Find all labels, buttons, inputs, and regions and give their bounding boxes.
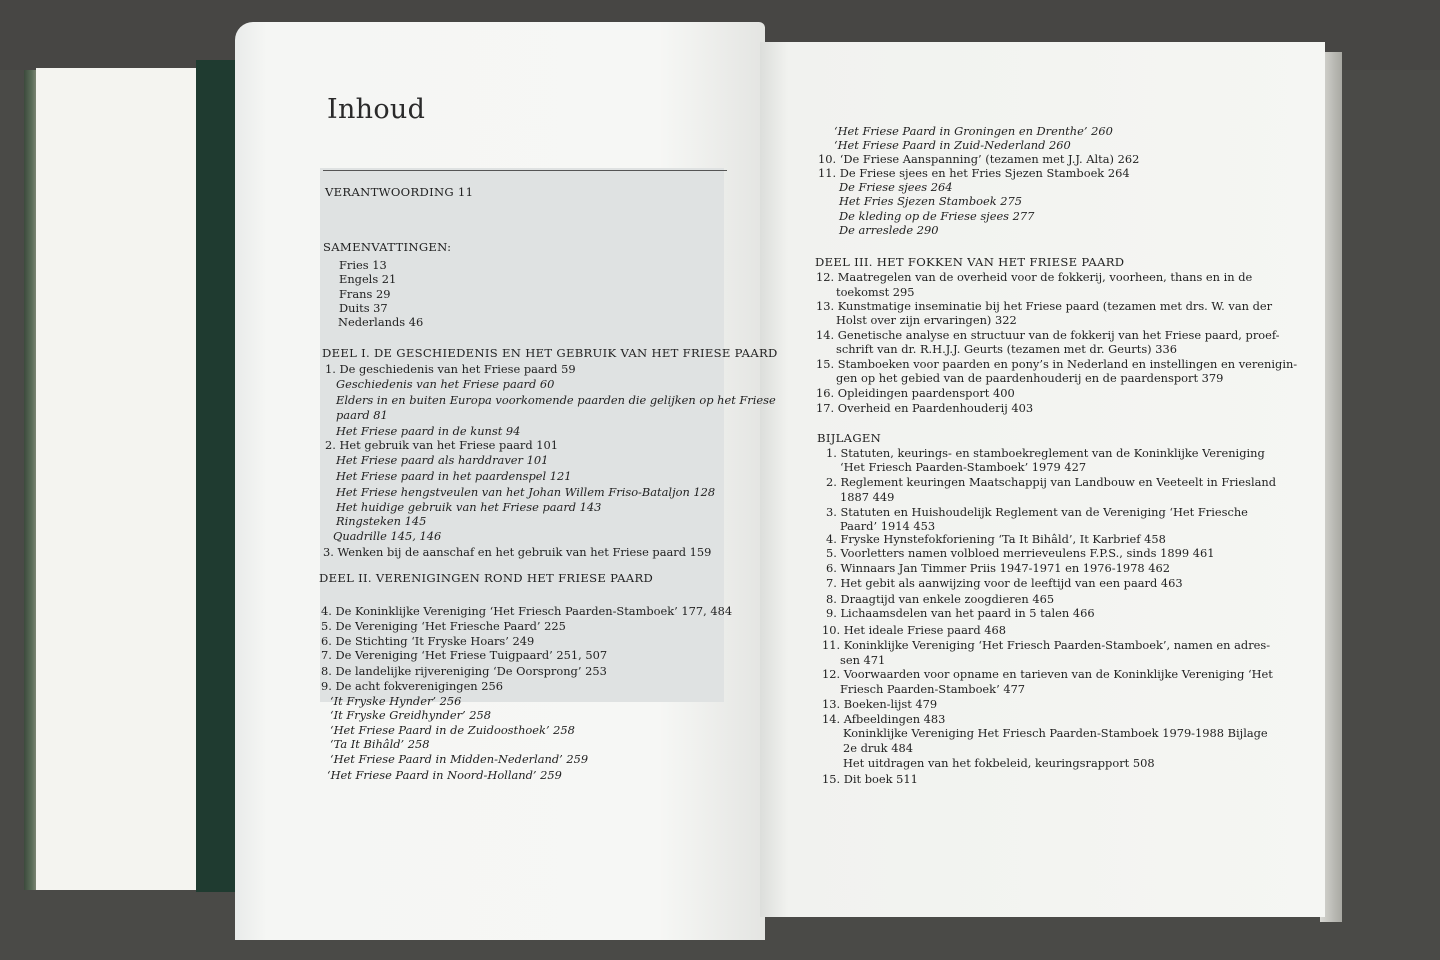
right-toc-line: Koninklijke Vereniging Het Friesch Paarden-Stamboek 1979-1988 Bijlage — [843, 726, 1268, 740]
right-toc-line: 8. Draagtijd van enkele zoogdieren 465 — [826, 592, 1055, 606]
right-toc-line: 10. Het ideale Friese paard 468 — [822, 623, 1006, 637]
left-toc-line: Quadrille 145, 146 — [333, 529, 442, 543]
left-toc-line: ‘Het Friese Paard in Midden-Nederland’ 259 — [330, 752, 589, 766]
right-toc-line: 17. Overheid en Paardenhouderij 403 — [816, 401, 1034, 415]
left-toc-line: Duits 37 — [339, 301, 388, 315]
right-toc-line: 11. Koninklijke Vereniging ‘Het Friesch Paarden-Stamboek’, namen en adres- — [822, 638, 1271, 652]
right-toc-line: 16. Opleidingen paardensport 400 — [816, 386, 1015, 400]
right-toc-line: 10. ‘De Friese Aanspanning’ (tezamen met J.J. Alta) 262 — [818, 152, 1140, 166]
left-toc-line: Het Friese paard in het paardenspel 121 — [336, 469, 572, 483]
right-toc-line: ‘Het Friese Paard in Groningen en Drenthe’ 260 — [834, 124, 1113, 138]
right-toc-line: 11. De Friese sjees en het Fries Sjezen Stamboek 264 — [818, 166, 1130, 180]
right-toc-line: 1. Statuten, keurings- en stamboekreglement van de Koninklijke Vereniging — [826, 446, 1265, 460]
right-toc-line: 1887 449 — [840, 490, 895, 504]
right-toc-line: 12. Maatregelen van de overheid voor de fokkerij, voorheen, thans en in de — [816, 270, 1253, 284]
right-toc-line: 15. Dit boek 511 — [822, 772, 918, 786]
right-toc-line: 4. Fryske Hynstefokforiening ‘Ta It Bihâld’, It Karbrief 458 — [826, 532, 1166, 546]
right-toc-line: toekomst 295 — [836, 285, 915, 299]
left-toc-line: Het Friese paard als harddraver 101 — [336, 453, 549, 467]
left-toc-line: VERANTWOORDING 11 — [325, 185, 474, 199]
left-toc-line: 2. Het gebruik van het Friese paard 101 — [325, 438, 559, 452]
right-toc-line: Friesch Paarden-Stamboek’ 477 — [840, 682, 1026, 696]
right-toc-line: schrift van dr. R.H.J.J. Geurts (tezamen met dr. Geurts) 336 — [836, 342, 1177, 356]
left-toc-line: paard 81 — [336, 408, 388, 422]
left-toc-line: 4. De Koninklijke Vereniging ‘Het Friesch Paarden-Stamboek’ 177, 484 — [321, 604, 733, 618]
right-toc-line: 5. Voorletters namen volbloed merrieveulens F.P.S., sinds 1899 461 — [826, 546, 1215, 560]
right-toc-line: Holst over zijn ervaringen) 322 — [836, 313, 1017, 327]
right-toc-line: 14. Genetische analyse en structuur van de fokkerij van het Friese paard, proef- — [816, 328, 1280, 342]
right-toc-line: 13. Boeken-lijst 479 — [822, 697, 938, 711]
left-toc-line: ‘Het Friese Paard in Noord-Holland’ 259 — [327, 768, 562, 782]
left-toc-line: 6. De Stichting ‘It Fryske Hoars’ 249 — [321, 634, 535, 648]
right-toc-line: ‘Het Friese Paard in Zuid-Nederland 260 — [834, 138, 1071, 152]
left-toc-line: DEEL I. DE GESCHIEDENIS EN HET GEBRUIK VAN HET FRIESE PAARD — [322, 346, 778, 360]
right-toc-line: Het uitdragen van het fokbeleid, keuringsrapport 508 — [843, 756, 1155, 770]
left-toc-line: 5. De Vereniging ‘Het Friesche Paard’ 225 — [321, 619, 566, 633]
right-toc-line: 14. Afbeeldingen 483 — [822, 712, 946, 726]
right-toc-line: 7. Het gebit als aanwijzing voor de leeftijd van een paard 463 — [826, 576, 1183, 590]
left-toc-line: 9. De acht fokverenigingen 256 — [321, 679, 504, 693]
right-toc-line: ‘Het Friesch Paarden-Stamboek’ 1979 427 — [840, 460, 1087, 474]
right-toc-line: 6. Winnaars Jan Timmer Priis 1947-1971 en 1976-1978 462 — [826, 561, 1170, 575]
page-title: Inhoud — [327, 94, 426, 125]
left-toc-line: Fries 13 — [339, 258, 387, 272]
left-toc-line: Ringsteken 145 — [336, 514, 427, 528]
right-toc-line: sen 471 — [840, 653, 886, 667]
right-toc-line: 9. Lichaamsdelen van het paard in 5 talen 466 — [826, 606, 1095, 620]
right-toc-line: 13. Kunstmatige inseminatie bij het Friese paard (tezamen met drs. W. van der — [816, 299, 1273, 313]
left-toc-line: ‘Ta It Bihâld’ 258 — [330, 737, 430, 751]
left-toc-line: ‘Het Friese Paard in de Zuidoosthoek’ 258 — [330, 723, 575, 737]
right-toc-line: 3. Statuten en Huishoudelijk Reglement van de Vereniging ‘Het Friesche — [826, 505, 1248, 519]
right-toc-line: BIJLAGEN — [817, 431, 882, 445]
left-toc-line: 8. De landelijke rijvereniging ‘De Oorsprong’ 253 — [321, 664, 607, 678]
left-toc-line: Geschiedenis van het Friese paard 60 — [336, 377, 555, 391]
right-toc-line: De Friese sjees 264 — [839, 180, 953, 194]
left-toc-line: 1. De geschiedenis van het Friese paard 59 — [325, 362, 576, 376]
left-toc-line: Het Friese paard in de kunst 94 — [336, 424, 521, 438]
left-toc-line: Het Friese hengstveulen van het Johan Willem Friso-Bataljon 128 — [336, 485, 716, 499]
left-toc-line: SAMENVATTINGEN: — [323, 240, 452, 254]
left-toc-line: Elders in en buiten Europa voorkomende paarden die gelijken op het Friese — [336, 393, 776, 407]
left-toc-line: Het huidige gebruik van het Friese paard 143 — [336, 500, 602, 514]
left-toc-line: Engels 21 — [339, 272, 397, 286]
left-toc-line: ‘It Fryske Greidhynder’ 258 — [330, 708, 491, 722]
right-toc-line: De kleding op de Friese sjees 277 — [839, 209, 1035, 223]
title-rule — [323, 170, 727, 171]
right-toc-line: 15. Stamboeken voor paarden en pony’s in Nederland en instellingen en verenigin- — [816, 357, 1298, 371]
right-toc-line: 12. Voorwaarden voor opname en tarieven van de Koninklijke Vereniging ‘Het — [822, 667, 1273, 681]
right-toc-line: gen op het gebied van de paardenhouderij en de paardensport 379 — [836, 371, 1224, 385]
left-toc-line: Frans 29 — [339, 287, 391, 301]
right-toc-line: 2e druk 484 — [843, 741, 913, 755]
left-toc-line: 7. De Vereniging ‘Het Friese Tuigpaard’ 251, 507 — [321, 648, 608, 662]
right-toc-line: DEEL III. HET FOKKEN VAN HET FRIESE PAARD — [815, 255, 1125, 269]
left-toc-line: 3. Wenken bij de aanschaf en het gebruik van het Friese paard 159 — [323, 545, 712, 559]
left-toc-line: ‘It Fryske Hynder’ 256 — [330, 694, 462, 708]
left-toc-line: DEEL II. VERENIGINGEN ROND HET FRIESE PAARD — [319, 571, 654, 585]
left-toc-line: Nederlands 46 — [338, 315, 424, 329]
right-toc-line: De arreslede 290 — [839, 223, 939, 237]
right-toc-line: 2. Reglement keuringen Maatschappij van Landbouw en Veeteelt in Friesland — [826, 475, 1277, 489]
right-toc-line: Paard’ 1914 453 — [840, 519, 936, 533]
right-toc-line: Het Fries Sjezen Stamboek 275 — [839, 194, 1022, 208]
